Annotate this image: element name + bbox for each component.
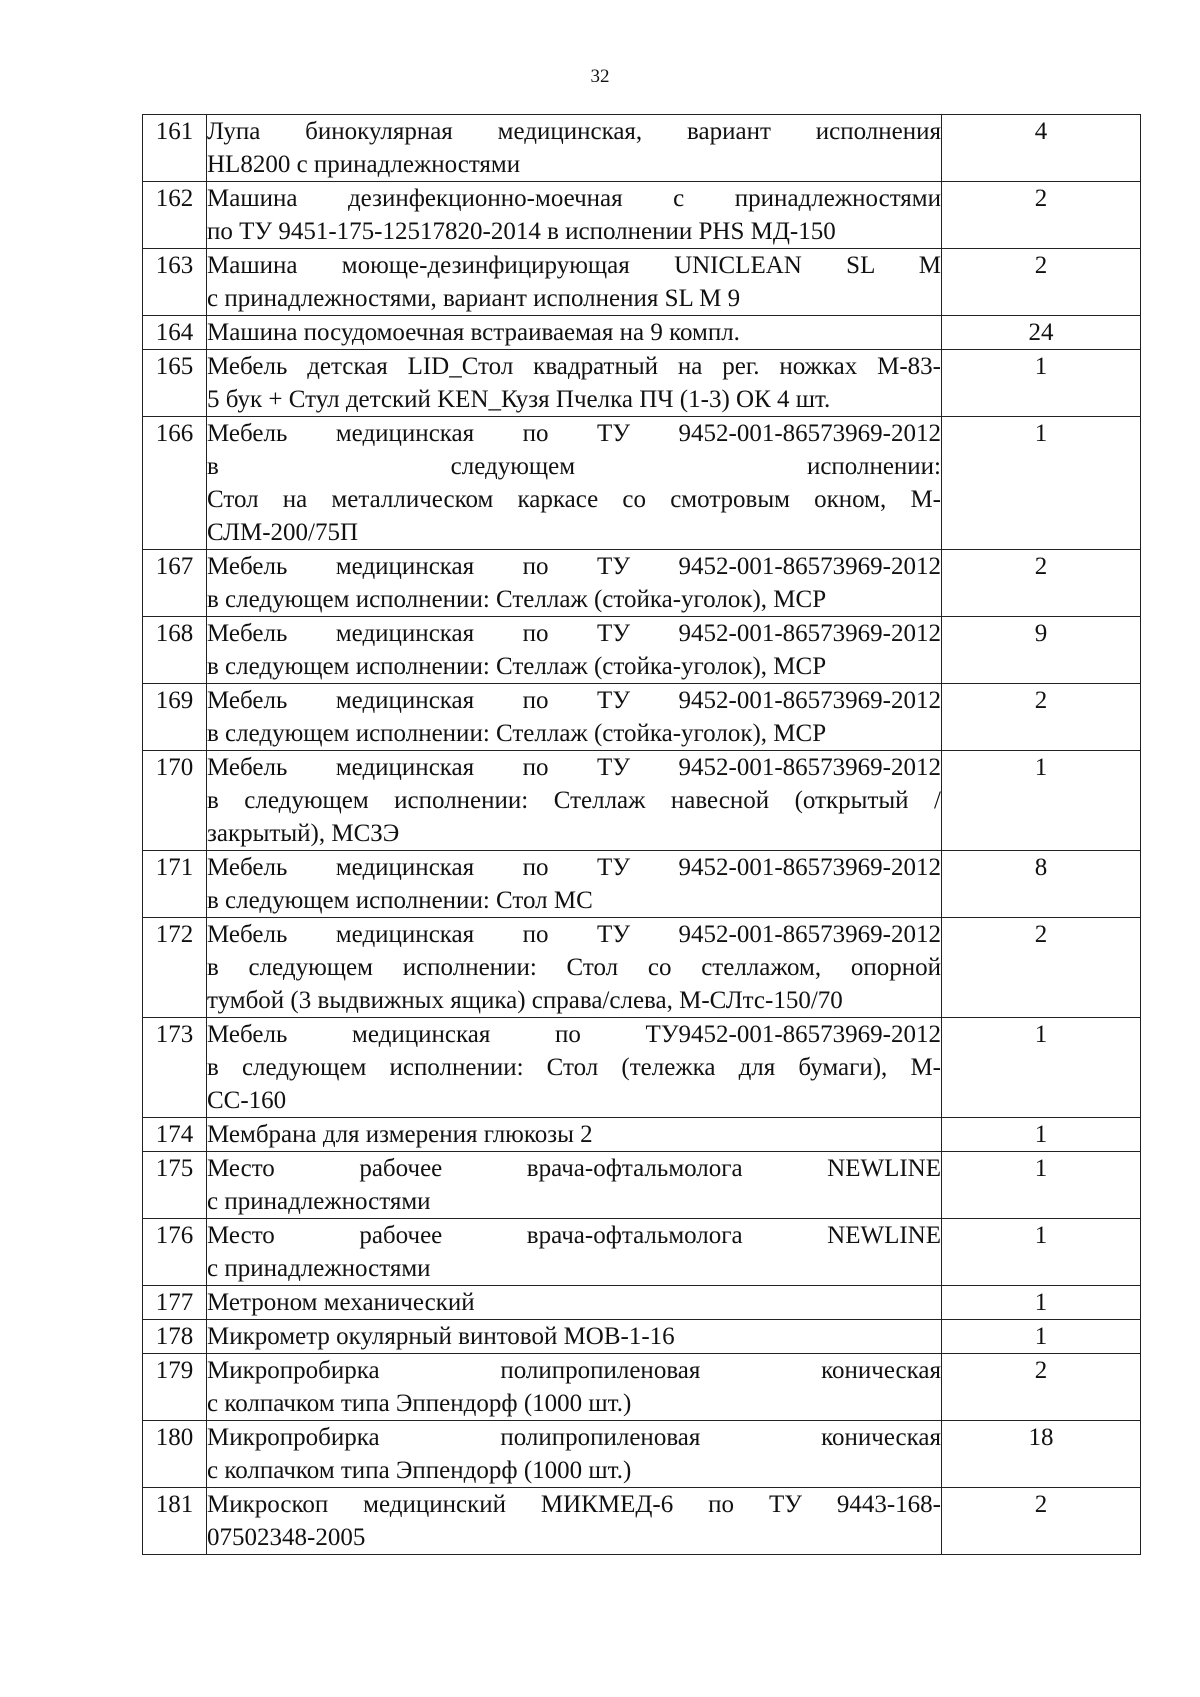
item-name-line: Мебель медицинская по ТУ9452-001-86573969-2012 bbox=[207, 1021, 941, 1048]
item-name-line: в следующем исполнении: Стеллаж (стойка-уголок), МСР bbox=[207, 653, 827, 680]
item-name-line: по ТУ 9451-175-12517820-2014 в исполнении PHS МД-150 bbox=[207, 218, 836, 245]
row-number: 172 bbox=[143, 918, 207, 1018]
item-name-line: Микропробирка полипропиленовая коническая bbox=[207, 1424, 941, 1451]
item-name-line: в следующем исполнении: Стол МС bbox=[207, 887, 593, 914]
item-name-line: закрытый), МСЗЭ bbox=[207, 820, 400, 847]
item-name-line: Мебель медицинская по ТУ 9452-001-86573969-2012 bbox=[207, 854, 941, 881]
item-name-line: Место рабочее врача-офтальмолога NEWLINE bbox=[207, 1155, 941, 1182]
item-name-line: Микрометр окулярный винтовой МОВ-1-16 bbox=[207, 1323, 675, 1350]
item-name bbox=[207, 350, 942, 417]
item-name bbox=[207, 617, 942, 684]
item-name bbox=[207, 1421, 942, 1488]
row-number: 164 bbox=[143, 316, 207, 350]
row-number: 179 bbox=[143, 1354, 207, 1421]
table-row bbox=[143, 1354, 1141, 1421]
item-name-line: 07502348-2005 bbox=[207, 1524, 366, 1551]
item-quantity: 8 bbox=[942, 851, 1141, 918]
table-row bbox=[143, 851, 1141, 918]
table-row bbox=[143, 1118, 1141, 1152]
item-name-line: в следующем исполнении: bbox=[207, 453, 941, 480]
item-quantity: 1 bbox=[942, 751, 1141, 851]
equipment-table bbox=[142, 114, 1141, 1555]
table-row bbox=[143, 550, 1141, 617]
row-number: 173 bbox=[143, 1018, 207, 1118]
table-row bbox=[143, 182, 1141, 249]
table-row bbox=[143, 1152, 1141, 1219]
item-quantity: 18 bbox=[942, 1421, 1141, 1488]
item-name-line: СЛМ-200/75П bbox=[207, 519, 359, 546]
item-name-line: Мебель медицинская по ТУ 9452-001-86573969-2012 bbox=[207, 553, 941, 580]
table-row bbox=[143, 249, 1141, 316]
item-name bbox=[207, 1320, 942, 1354]
row-number: 181 bbox=[143, 1488, 207, 1555]
row-number: 177 bbox=[143, 1286, 207, 1320]
item-name bbox=[207, 115, 942, 182]
item-quantity: 1 bbox=[942, 1219, 1141, 1286]
item-name-line: СС-160 bbox=[207, 1087, 287, 1114]
item-name-line: с принадлежностями, вариант исполнения SL M 9 bbox=[207, 285, 741, 312]
item-name-line: с принадлежностями bbox=[207, 1255, 431, 1282]
item-quantity: 2 bbox=[942, 249, 1141, 316]
item-name-line: HL8200 с принадлежностями bbox=[207, 151, 521, 178]
table-row bbox=[143, 316, 1141, 350]
item-name-line: Лупа бинокулярная медицинская, вариант исполнения bbox=[207, 118, 941, 145]
item-name-line: Микроскоп медицинский МИКМЕД-6 по ТУ 9443-168- bbox=[207, 1491, 941, 1518]
row-number: 161 bbox=[143, 115, 207, 182]
row-number: 169 bbox=[143, 684, 207, 751]
item-quantity: 24 bbox=[942, 316, 1141, 350]
item-name-line: с колпачком типа Эппендорф (1000 шт.) bbox=[207, 1390, 632, 1417]
row-number: 162 bbox=[143, 182, 207, 249]
item-name bbox=[207, 684, 942, 751]
item-name bbox=[207, 1018, 942, 1118]
item-name-line: в следующем исполнении: Стеллаж навесной (открытый / bbox=[207, 787, 941, 814]
item-name bbox=[207, 1219, 942, 1286]
item-name-line: Метроном механический bbox=[207, 1289, 475, 1316]
item-name bbox=[207, 1354, 942, 1421]
item-quantity: 2 bbox=[942, 1488, 1141, 1555]
item-name-line: Микропробирка полипропиленовая коническая bbox=[207, 1357, 941, 1384]
item-name-line: в следующем исполнении: Стеллаж (стойка-уголок), МСР bbox=[207, 586, 827, 613]
item-name-line: в следующем исполнении: Стол (тележка для бумаги), М- bbox=[207, 1054, 941, 1081]
item-name bbox=[207, 751, 942, 851]
row-number: 170 bbox=[143, 751, 207, 851]
table-row bbox=[143, 1421, 1141, 1488]
item-quantity: 1 bbox=[942, 1018, 1141, 1118]
table-row bbox=[143, 684, 1141, 751]
item-name-line: 5 бук + Стул детский KEN_Кузя Пчелка ПЧ (1-3) ОК 4 шт. bbox=[207, 386, 831, 413]
row-number: 165 bbox=[143, 350, 207, 417]
item-quantity: 2 bbox=[942, 1354, 1141, 1421]
item-name-line: в следующем исполнении: Стол со стеллажом, опорной bbox=[207, 954, 941, 981]
item-name-line: с колпачком типа Эппендорф (1000 шт.) bbox=[207, 1457, 632, 1484]
item-quantity: 9 bbox=[942, 617, 1141, 684]
item-name bbox=[207, 316, 942, 350]
table-row bbox=[143, 1320, 1141, 1354]
item-name-line: в следующем исполнении: Стеллаж (стойка-уголок), МСР bbox=[207, 720, 827, 747]
item-quantity: 2 bbox=[942, 684, 1141, 751]
table-row bbox=[143, 1018, 1141, 1118]
table-row bbox=[143, 1488, 1141, 1555]
row-number: 175 bbox=[143, 1152, 207, 1219]
row-number: 171 bbox=[143, 851, 207, 918]
table-row bbox=[143, 617, 1141, 684]
table-row bbox=[143, 918, 1141, 1018]
equipment-table-body bbox=[143, 115, 1141, 1555]
item-quantity: 2 bbox=[942, 918, 1141, 1018]
item-quantity: 1 bbox=[942, 417, 1141, 550]
row-number: 176 bbox=[143, 1219, 207, 1286]
table-row bbox=[143, 1286, 1141, 1320]
item-name-line: с принадлежностями bbox=[207, 1188, 431, 1215]
item-quantity: 1 bbox=[942, 1286, 1141, 1320]
item-name-line: Машина дезинфекционно-моечная с принадлежностями bbox=[207, 185, 941, 212]
item-quantity: 1 bbox=[942, 350, 1141, 417]
row-number: 168 bbox=[143, 617, 207, 684]
item-name-line: Мебель медицинская по ТУ 9452-001-86573969-2012 bbox=[207, 754, 941, 781]
row-number: 167 bbox=[143, 550, 207, 617]
item-name bbox=[207, 182, 942, 249]
item-quantity: 1 bbox=[942, 1320, 1141, 1354]
table-row bbox=[143, 350, 1141, 417]
page-number: 32 bbox=[590, 66, 610, 87]
item-name-line: Мебель медицинская по ТУ 9452-001-86573969-2012 bbox=[207, 687, 941, 714]
item-name bbox=[207, 1488, 942, 1555]
item-name-line: Мебель медицинская по ТУ 9452-001-86573969-2012 bbox=[207, 420, 941, 447]
table-row bbox=[143, 417, 1141, 550]
item-quantity: 1 bbox=[942, 1152, 1141, 1219]
item-name bbox=[207, 1118, 942, 1152]
table-row bbox=[143, 115, 1141, 182]
item-name-line: Мебель детская LID_Стол квадратный на рег. ножках М-83- bbox=[207, 353, 941, 380]
item-name-line: Мебель медицинская по ТУ 9452-001-86573969-2012 bbox=[207, 921, 941, 948]
item-name bbox=[207, 417, 942, 550]
item-name-line: Машина моюще-дезинфицирующая UNICLEAN SL M bbox=[207, 252, 941, 279]
row-number: 163 bbox=[143, 249, 207, 316]
item-name-line: Мембрана для измерения глюкозы 2 bbox=[207, 1121, 593, 1148]
item-name-line: Стол на металлическом каркасе со смотровым окном, М- bbox=[207, 486, 941, 513]
row-number: 174 bbox=[143, 1118, 207, 1152]
item-quantity: 4 bbox=[942, 115, 1141, 182]
item-name bbox=[207, 851, 942, 918]
item-name bbox=[207, 249, 942, 316]
item-name bbox=[207, 550, 942, 617]
item-name-line: Место рабочее врача-офтальмолога NEWLINE bbox=[207, 1222, 941, 1249]
table-row bbox=[143, 1219, 1141, 1286]
item-name-line: тумбой (3 выдвижных ящика) справа/слева, М-СЛтс-150/70 bbox=[207, 987, 843, 1014]
row-number: 166 bbox=[143, 417, 207, 550]
item-name bbox=[207, 1286, 942, 1320]
item-name-line: Мебель медицинская по ТУ 9452-001-86573969-2012 bbox=[207, 620, 941, 647]
row-number: 180 bbox=[143, 1421, 207, 1488]
item-name-line: Машина посудомоечная встраиваемая на 9 компл. bbox=[207, 319, 740, 346]
item-quantity: 2 bbox=[942, 182, 1141, 249]
item-name bbox=[207, 918, 942, 1018]
table-row bbox=[143, 751, 1141, 851]
item-quantity: 1 bbox=[942, 1118, 1141, 1152]
item-quantity: 2 bbox=[942, 550, 1141, 617]
item-name bbox=[207, 1152, 942, 1219]
row-number: 178 bbox=[143, 1320, 207, 1354]
